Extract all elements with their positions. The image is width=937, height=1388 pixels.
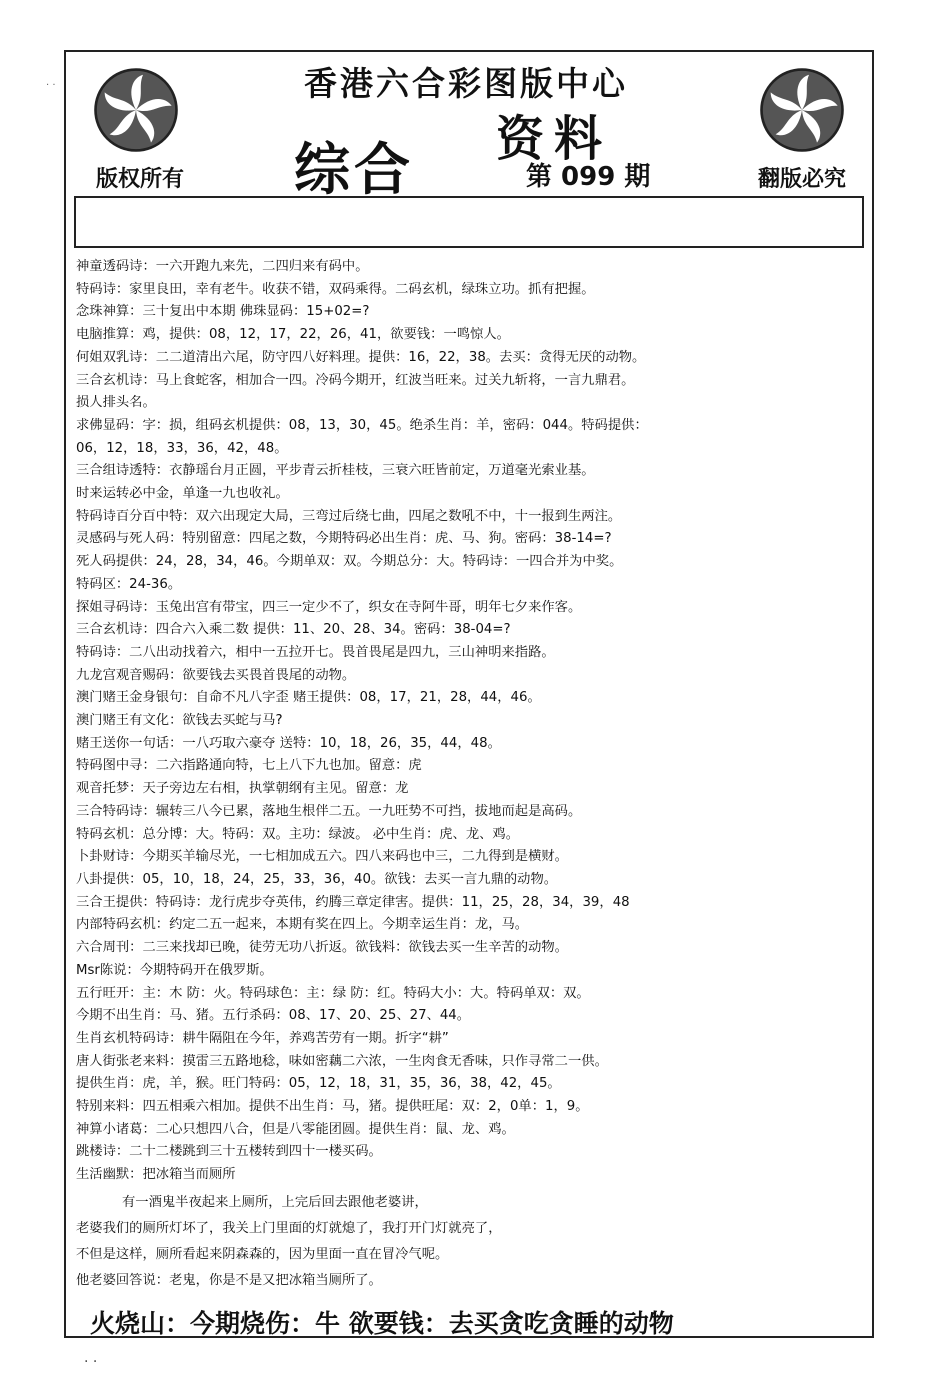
text-line: 九龙宫观音赐码：欲要钱去买畏首畏尾的动物。: [76, 667, 356, 683]
text-line: 六合周刊：二三来找却已晚，徒劳无功八折返。欲钱料：欲钱去买一生辛苦的动物。: [76, 940, 568, 956]
text-line: 生肖玄机特码诗：耕牛隔阻在今年，养鸡苦劳有一期。折字“耕”: [76, 1030, 449, 1046]
text-line: 跳楼诗：二十二楼跳到三十五楼转到四十一楼买码。: [76, 1144, 382, 1160]
text-line: 特别来料：四五相乘六相加。提供不出生肖：马，猪。提供旺尾：双：2，0单：1，9。: [76, 1099, 589, 1115]
text-line: 探姐寻码诗：玉兔出宫有带宝，四三一定少不了，织女在寺阿牛哥，明年七夕来作客。: [76, 599, 582, 615]
text-line: 损人排头名。: [76, 395, 156, 411]
text-line: 念珠神算：三十复出中本期 佛珠显码：15+02=?: [76, 304, 370, 320]
text-line: 特码图中寻：二六指路通向特，七上八下九也加。留意：虎: [76, 758, 422, 774]
text-line: Msr陈说：今期特码开在俄罗斯。: [76, 962, 273, 978]
copyright-label: 版权所有: [96, 167, 185, 192]
text-line: 求佛显码：字：损，组码玄机提供：08，13，30，45。绝杀生肖：羊，密码：044。特码提供：: [76, 417, 648, 433]
text-line: 生活幽默：把冰箱当而厕所: [76, 1167, 236, 1183]
text-line: 澳门赌王金身银句：自命不凡八字歪 赌王提供：08，17，21，28，44，46。: [76, 690, 541, 706]
sub-title: 资料: [496, 111, 613, 167]
text-line: 澳门赌王有文化：欲钱去买蛇与马?: [76, 713, 283, 729]
scan-dots: · ·: [46, 80, 56, 91]
text-line: 死人码提供：24，28，34，46。今期单双：双。今期总分：大。特码诗：一四合并为中奖。: [76, 554, 623, 570]
text-line: 三合特码诗：辗转三八今已累，落地生根伴二五。一九旺势不可挡，拔地而起是高码。: [76, 803, 582, 819]
text-line: 06，12，18，33，36，42，48。: [76, 440, 288, 456]
text-line: 电脑推算：鸡，提供：08，12，17，22，26，41，欲要钱：一鸣惊人。: [76, 327, 510, 343]
text-line: 三合玄机诗：四合六入乘二数 提供：11、20、28、34。密码：38-04=?: [76, 622, 511, 638]
text-line: 卜卦财诗：今期买羊输尽光，一七相加成五六。四八来码也中三，二九得到是横财。: [76, 849, 568, 865]
text-line: 今期不出生肖：马、猪。五行杀码：08、17、20、25、27、44。: [76, 1008, 471, 1024]
blank-box: [74, 196, 864, 248]
text-line: 三合王提供：特码诗：龙行虎步夺英伟，约腾三章定律害。提供：11，25，28，34，39，48: [76, 894, 630, 910]
text-line: 唐人街张老来料：摸雷三五路地稔，味如密藕二六浓，一生肉食无香味，只作寻常二一供。: [76, 1053, 608, 1069]
story-line: 老婆我们的厕所灯坏了，我关上门里面的灯就熄了，我打开门灯就亮了，: [76, 1221, 502, 1236]
text-line: 提供生肖：虎，羊，猴。旺门特码：05，12，18，31，35，36，38，42，45。: [76, 1076, 561, 1092]
text-line: 特码诗：家里良田，幸有老牛。收获不错，双码乘得。二码玄机，绿珠立功。抓有把握。: [76, 281, 595, 297]
footer-banner: 火烧山：今期烧伤：牛 欲要钱：去买贪吃贪睡的动物: [90, 1309, 674, 1338]
bauhinia-logo-icon: [758, 66, 846, 154]
text-line: 三合组诗透特：衣静瑶台月正圆，平步青云折桂枝，三衰六旺皆前定，万道毫光索业基。: [76, 463, 595, 479]
text-line: 时来运转必中金，单逢一九也收礼。: [76, 486, 289, 502]
text-line: 五行旺开：主：木 防：火。特码球色：主：绿 防：红。特码大小：大。特码单双：双。: [76, 985, 590, 1001]
org-title: 香港六合彩图版中心: [304, 64, 628, 103]
text-line: 特码诗百分百中特：双六出现定大局，三弯过后绕七曲，四尾之数吼不中，十一报到生两注。: [76, 508, 622, 524]
story-line: 不但是这样，厕所看起来阴森森的，因为里面一直在冒冷气呢。: [76, 1247, 449, 1262]
text-line: 特码诗：二八出动找着六，相中一五拉开七。畏首畏尾是四九，三山神明来指路。: [76, 644, 555, 660]
text-line: 灵感码与死人码：特别留意：四尾之数，今期特码必出生肖：虎、马、狗。密码：38-14=?: [76, 531, 612, 547]
text-line: 神算小诸葛：二心只想四八合，但是八零能团圆。提供生肖：鼠、龙、鸡。: [76, 1121, 515, 1137]
text-line: 何姐双乳诗：二二道清出六尾，防守四八好料理。提供：16，22，38。去买：贪得无厌的动物。: [76, 349, 646, 365]
text-line: 内部特码玄机：约定二五一起来，本期有奖在四上。今期幸运生肖：龙，马。: [76, 917, 529, 933]
main-title: 综合: [294, 137, 414, 203]
humor-story: [76, 1190, 866, 1294]
header: [66, 52, 872, 203]
scan-dots: · ·: [84, 1354, 98, 1370]
text-line: 三合玄机诗：马上食蛇客，相加合一四。冷码今期开，红波当旺来。过关九斩将，一言九鼎君。: [76, 372, 635, 388]
page-frame: [64, 50, 874, 1338]
text-line: 观音托梦：天子旁边左右相，执掌朝纲有主见。留意：龙: [76, 781, 409, 797]
text-line: 八卦提供：05，10，18，24，25，33，36，40。欲钱：去买一言九鼎的动物。: [76, 871, 558, 887]
piracy-warning-label: 翻版必究: [757, 167, 846, 192]
story-line: 他老婆回答说：老鬼，你是不是又把冰箱当厕所了。: [76, 1273, 382, 1288]
text-line: 神童透码诗：一六开跑九来先，二四归来有码中。: [76, 259, 369, 274]
bauhinia-logo-icon: [92, 66, 180, 154]
content-lines: [76, 256, 866, 1187]
story-line: 有一酒鬼半夜起来上厕所，上完后回去跟他老婆讲，: [122, 1195, 428, 1210]
text-line: 赌王送你一句话：一八巧取六豪夺 送特：10，18，26，35，44，48。: [76, 735, 501, 751]
issue-number: 第 099 期: [526, 162, 651, 192]
text-line: 特码玄机：总分博：大。特码：双。主功：绿波。 必中生肖：虎、龙、鸡。: [76, 826, 520, 842]
text-line: 特码区：24-36。: [76, 576, 182, 592]
